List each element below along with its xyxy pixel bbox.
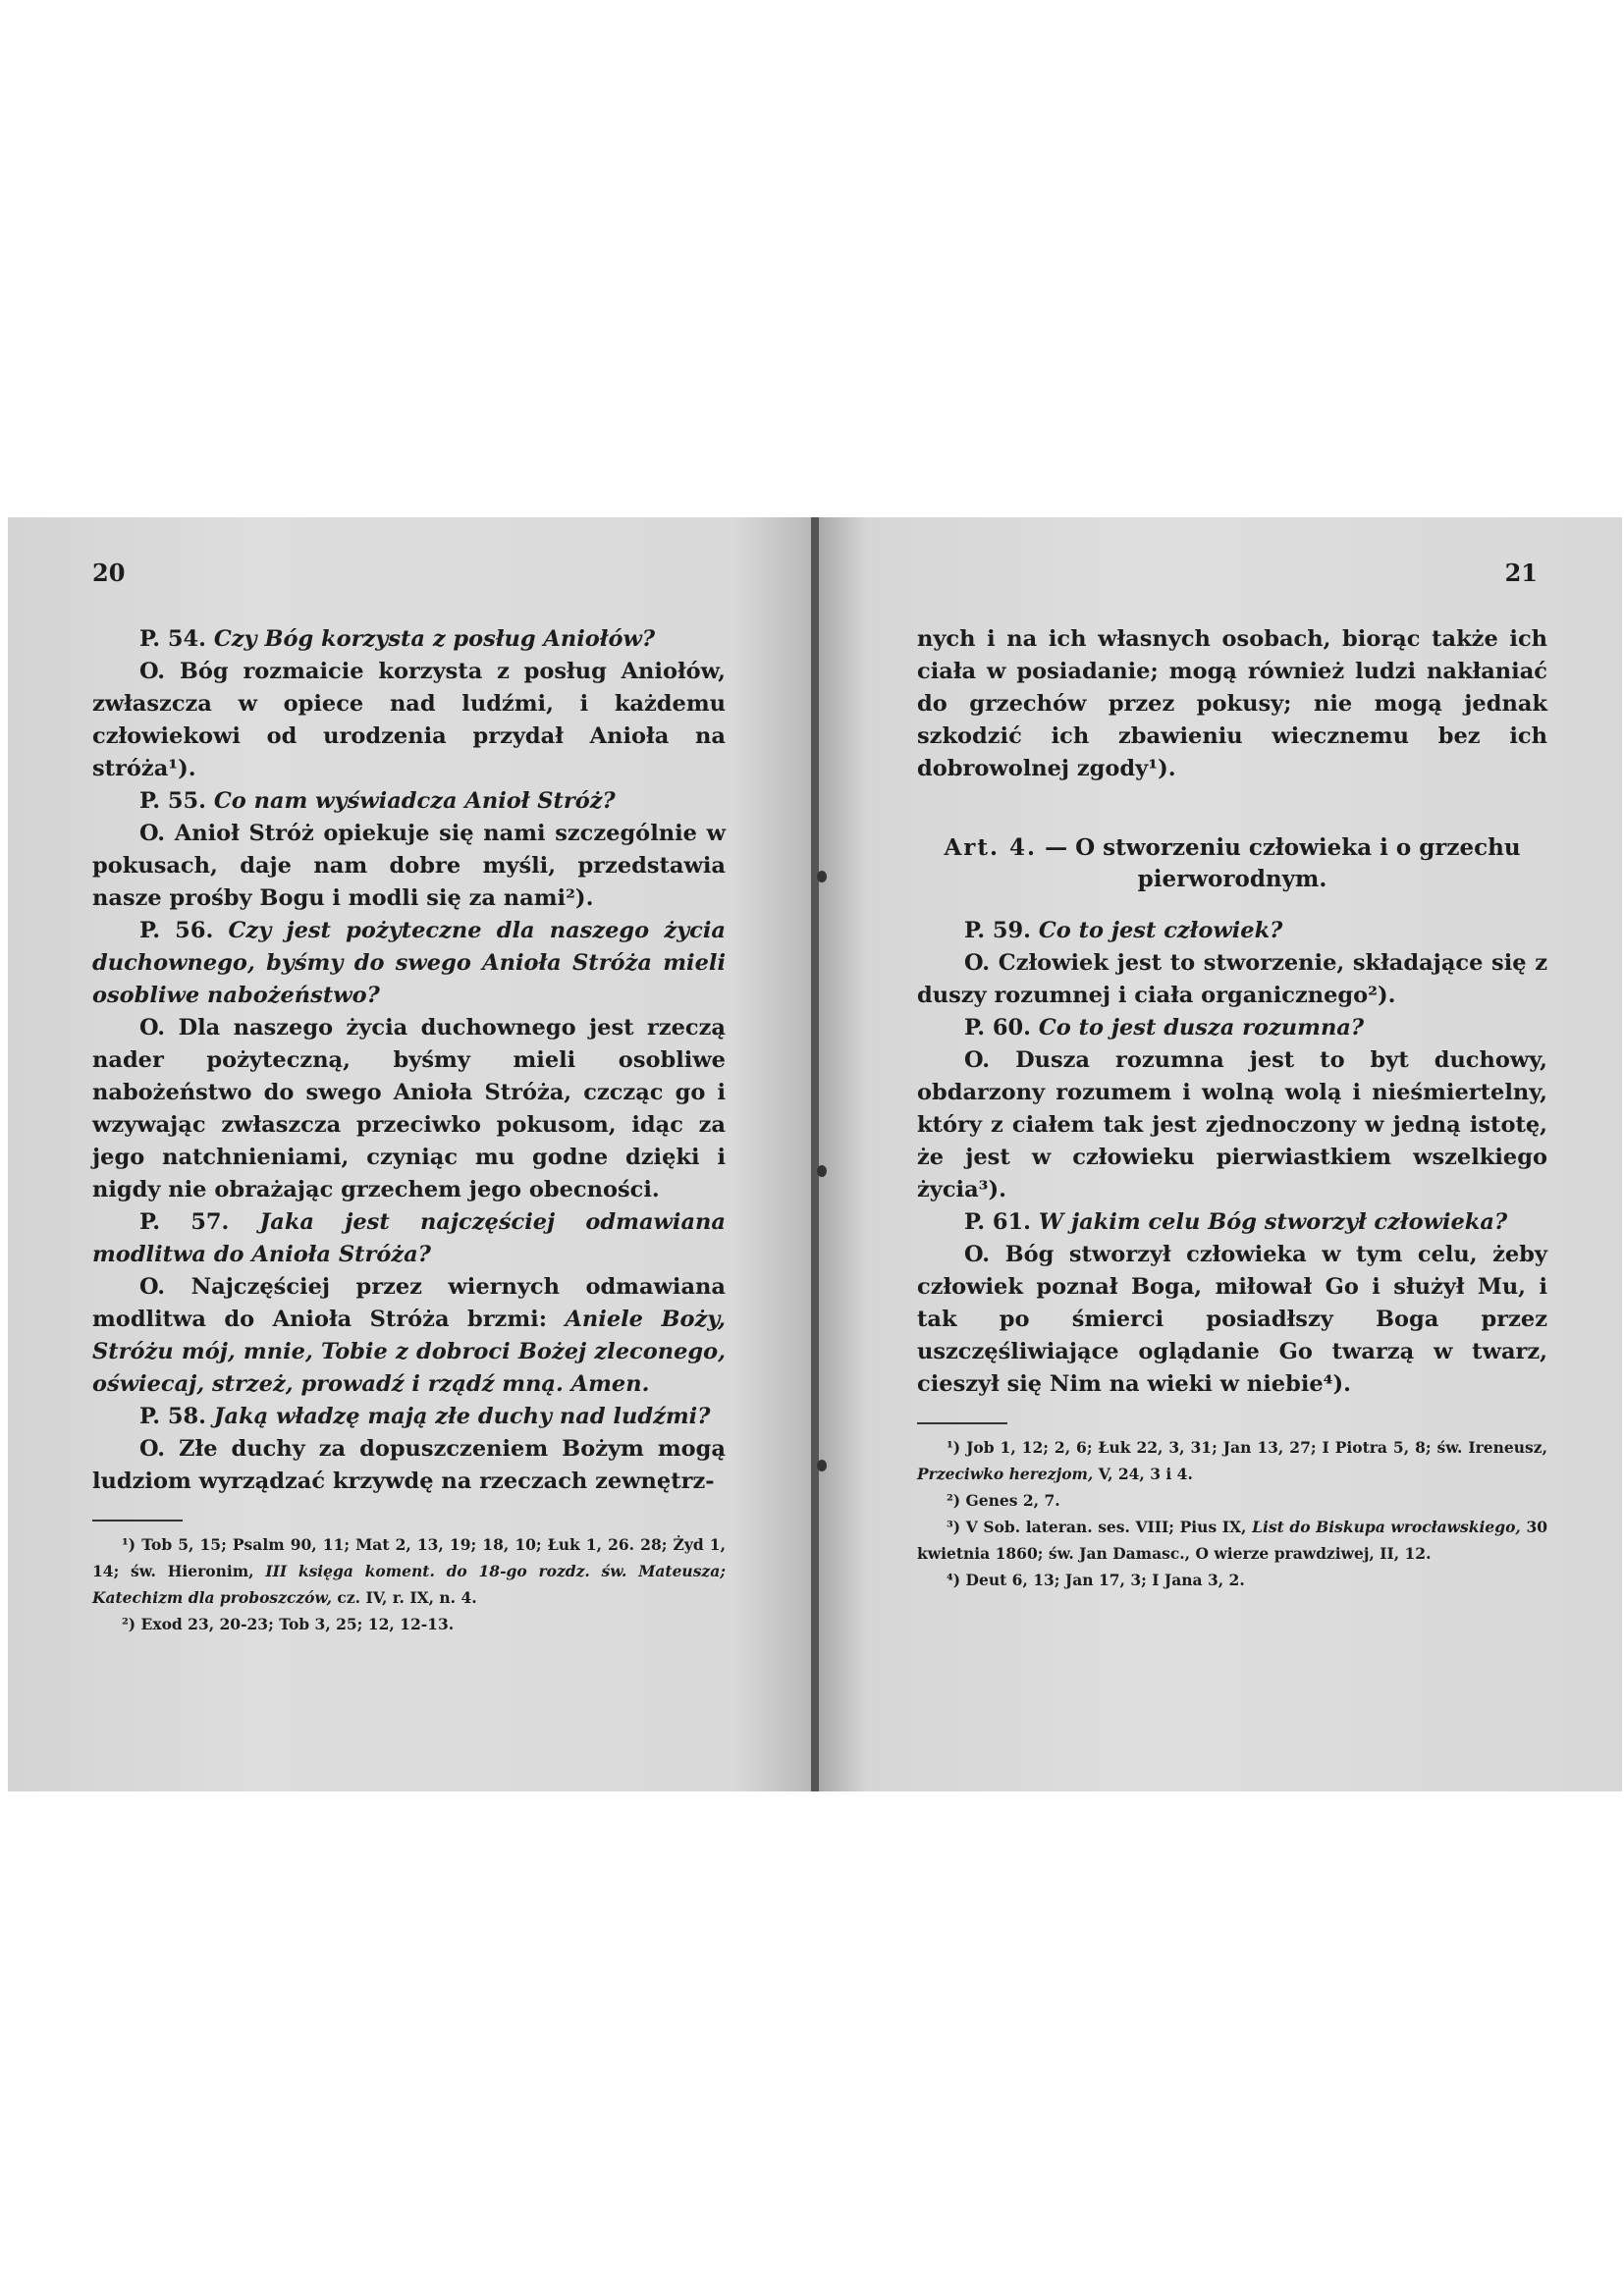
question bbox=[92, 623, 726, 656]
footnote-tail: cz. IV, r. IX, n. 4. bbox=[337, 1588, 477, 1607]
answer-text: Dusza rozumna jest to byt duchowy, obdarzony rozumem i wolną wolą i nieśmiertelny, który z ciałem tak jest zjednoczony w jedną istotę, że jest w człowieku pierwiastkiem wszelkiego życia³). bbox=[917, 1047, 1547, 1202]
right-page-text bbox=[917, 623, 1547, 1593]
question bbox=[917, 1012, 1547, 1044]
left-page-text bbox=[92, 623, 726, 1637]
answer bbox=[917, 947, 1547, 1012]
footnote bbox=[92, 1531, 726, 1611]
answer-label: O. bbox=[964, 950, 991, 976]
answer-label: O. bbox=[139, 1274, 166, 1300]
answer-text: Anioł Stróż opiekuje się nami szczególnie w pokusach, daje nam dobre myśli, przedstawia nasze prośby Bogu i modli się za nami²). bbox=[92, 821, 726, 911]
answer-label: O. bbox=[139, 821, 166, 846]
question bbox=[917, 915, 1547, 947]
question bbox=[92, 1401, 726, 1433]
footnote-mark: ³) bbox=[947, 1518, 961, 1536]
answer-label: O. bbox=[139, 1015, 166, 1041]
footnote-mark: ²) bbox=[122, 1615, 136, 1633]
article-heading bbox=[917, 832, 1547, 895]
page-number: 21 bbox=[1504, 559, 1538, 587]
question-text: W jakim celu Bóg stworzył człowieka? bbox=[1038, 1209, 1508, 1235]
answer-text: Dla naszego życia duchownego jest rzeczą nader pożyteczną, byśmy mieli osobliwe nabożeństwo do swego Anioła Stróża, czcząc go i wzywając zwłaszcza przeciwko pokusom, idąc za jego natchnieniami, czyniąc mu godne dzięki i nigdy nie obrażając grzechem jego obecności. bbox=[92, 1015, 726, 1202]
binding-hole bbox=[817, 871, 827, 882]
footnotes bbox=[917, 1434, 1547, 1593]
question-text: Co nam wyświadcza Anioł Stróż? bbox=[213, 788, 616, 814]
question-text: Czy jest pożyteczne dla naszego życia duchownego, byśmy do swego Anioła Stróża mieli osobliwe nabożeństwo? bbox=[92, 918, 726, 1008]
footnote-title: Przeciwko herezjom, bbox=[917, 1465, 1094, 1483]
answer bbox=[92, 1433, 726, 1498]
footnote bbox=[917, 1514, 1547, 1567]
footnote-divider bbox=[92, 1520, 183, 1522]
footnote-mark: ¹) bbox=[122, 1535, 136, 1554]
footnote bbox=[92, 1611, 726, 1637]
footnote-text: V Sob. lateran. ses. VIII; Pius IX, bbox=[965, 1518, 1247, 1536]
binding-hole bbox=[817, 1460, 827, 1471]
answer-text: Bóg stworzył człowieka w tym celu, żeby człowiek poznał Boga, miłował Go i służył Mu, i tak po śmierci posiadłszy Boga przez uszczęśliwiające oglądanie Go twarzą w twarz, cieszył się Nim na wieki w niebie⁴). bbox=[917, 1242, 1547, 1397]
footnote-title: List do Biskupa wrocławskiego, bbox=[1252, 1518, 1521, 1536]
question-number: P. 60. bbox=[964, 1015, 1032, 1041]
answer bbox=[92, 818, 726, 915]
question-text: Co to jest dusza rozumna? bbox=[1038, 1015, 1365, 1041]
question-number: P. 56. bbox=[139, 918, 214, 943]
question-number: P. 59. bbox=[964, 918, 1032, 943]
footnote-mark: ⁴) bbox=[947, 1571, 961, 1589]
question-number: P. 54. bbox=[139, 626, 207, 652]
question bbox=[917, 1206, 1547, 1239]
footnote-text: Genes 2, 7. bbox=[965, 1491, 1060, 1510]
question-text: Jaką władzę mają złe duchy nad ludźmi? bbox=[213, 1404, 711, 1429]
answer-text: Złe duchy za dopuszczeniem Bożym mogą ludziom wyrządzać krzywdę na rzeczach zewnętrz- bbox=[92, 1436, 726, 1494]
binding-hole bbox=[817, 1165, 827, 1177]
footnote-text: Job 1, 12; 2, 6; Łuk 22, 3, 31; Jan 13, 27; I Piotra 5, 8; św. Ireneusz, bbox=[966, 1438, 1547, 1457]
footnotes bbox=[92, 1531, 726, 1637]
answer-text: Najczęściej przez wiernych odmawiana modlitwa do Anioła Stróża brzmi: bbox=[92, 1274, 726, 1332]
footnote bbox=[917, 1487, 1547, 1514]
question-text: Co to jest człowiek? bbox=[1038, 918, 1283, 943]
answer-label: O. bbox=[139, 659, 166, 684]
article-title: — O stworzeniu człowieka i o grzechu pierworodnym. bbox=[1045, 834, 1521, 892]
footnote-text: Tob 5, 15; Psalm 90, 11; Mat 2, 13, 19; 18, 10; Łuk 1, 26. 28; Żyd 1, 14; św. Hieronim, bbox=[92, 1535, 726, 1580]
question bbox=[92, 915, 726, 1012]
footnote-tail: V, 24, 3 i 4. bbox=[1098, 1465, 1193, 1483]
answer-label: O. bbox=[964, 1047, 991, 1073]
question bbox=[92, 1206, 726, 1271]
answer-text: Bóg rozmaicie korzysta z posług Aniołów, zwłaszcza w opiece nad ludźmi, i każdemu człowiekowi od urodzenia przydał Anioła na stróża¹). bbox=[92, 659, 726, 781]
answer bbox=[92, 1271, 726, 1401]
question-text: Czy Bóg korzysta z posług Aniołów? bbox=[213, 626, 656, 652]
answer bbox=[917, 1239, 1547, 1401]
footnote bbox=[917, 1434, 1547, 1487]
question-number: P. 55. bbox=[139, 788, 207, 814]
question bbox=[92, 785, 726, 818]
answer-label: O. bbox=[139, 1436, 166, 1462]
footnote-text: Exod 23, 20-23; Tob 3, 25; 12, 12-13. bbox=[140, 1615, 455, 1633]
answer-label: O. bbox=[964, 1242, 991, 1267]
footnote-text: Deut 6, 13; Jan 17, 3; I Jana 3, 2. bbox=[965, 1571, 1245, 1589]
answer bbox=[917, 1044, 1547, 1206]
answer bbox=[92, 1012, 726, 1206]
continuation-text: nych i na ich własnych osobach, biorąc także ich ciała w posiadanie; mogą również ludzi nakłaniać do grzechów przez pokusy; nie mogą jednak szkodzić ich zbawieniu wiecznemu bez ich dobrowolnej zgody¹). bbox=[917, 626, 1547, 781]
answer-text: Człowiek jest to stworzenie, składające się z duszy rozumnej i ciała organicznego²). bbox=[917, 950, 1547, 1008]
article-label: Art. 4. bbox=[944, 834, 1038, 861]
left-page bbox=[8, 517, 813, 1791]
footnote-divider bbox=[917, 1422, 1007, 1424]
page-number: 20 bbox=[92, 559, 126, 587]
prayer-text: Aniele Boży, Stróżu mój, mnie, Tobie z dobroci Bożej zleconego, oświecaj, strzeż, prowadź i rządź mną. Amen. bbox=[92, 1307, 726, 1397]
book-spread bbox=[8, 517, 1622, 1791]
answer bbox=[92, 656, 726, 785]
question-text: Jaka jest najczęściej odmawiana modlitwa do Anioła Stróża? bbox=[92, 1209, 726, 1267]
footnote bbox=[917, 1567, 1547, 1593]
footnote-mark: ¹) bbox=[947, 1438, 961, 1457]
footnote-tail: 30 kwietnia 1860; św. Jan Damasc., O wierze prawdziwej, II, 12. bbox=[917, 1518, 1548, 1563]
question-number: P. 57. bbox=[139, 1209, 230, 1235]
question-number: P. 58. bbox=[139, 1404, 207, 1429]
footnote-title: III księga koment. do 18-go rozdz. św. Mateusza; Katechizm dla proboszczów, bbox=[92, 1562, 726, 1607]
footnote-mark: ²) bbox=[947, 1491, 961, 1510]
right-page bbox=[819, 517, 1622, 1791]
question-number: P. 61. bbox=[964, 1209, 1032, 1235]
